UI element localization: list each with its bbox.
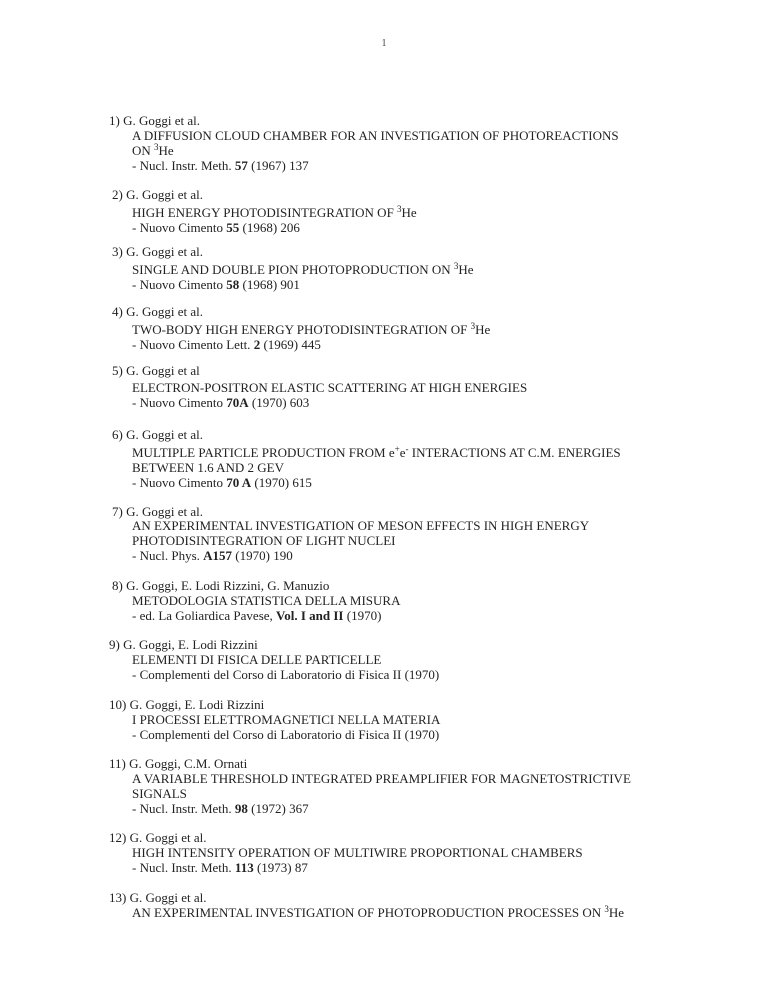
reference-journal: - Nucl. Instr. Meth. 98 (1972) 367 <box>132 801 309 816</box>
reference-author-line <box>112 427 203 442</box>
reference-number: 9) <box>109 637 120 652</box>
reference-journal: - ed. La Goliardica Pavese, Vol. I and II (1970) <box>132 608 382 623</box>
reference-journal: - Nucl. Instr. Meth. 113 (1973) 87 <box>132 860 308 875</box>
reference-authors: G. Goggi, E. Lodi Rizzini, G. Manuzio <box>126 578 330 593</box>
reference-number: 13) <box>109 890 127 905</box>
reference-title: ELECTRON-POSITRON ELASTIC SCATTERING AT HIGH ENERGIES <box>132 380 528 395</box>
reference-title: HIGH ENERGY PHOTODISINTEGRATION OF $^3$He <box>132 204 417 220</box>
reference-author-line <box>112 304 203 319</box>
reference-authors: G. Goggi et al <box>126 363 200 378</box>
reference-authors: G. Goggi et al. <box>126 304 203 319</box>
reference-title-continued: ON $^3$He <box>132 142 174 158</box>
reference-author-line <box>109 756 247 771</box>
reference-journal: - Nuovo Cimento 70A (1970) 603 <box>132 395 310 410</box>
reference-number: 11) <box>109 756 126 771</box>
reference-title-continued: PHOTODISINTEGRATION OF LIGHT NUCLEI <box>132 533 396 548</box>
reference-title-continued: BETWEEN 1.6 AND 2 GEV <box>132 460 285 475</box>
reference-title: A VARIABLE THRESHOLD INTEGRATED PREAMPLIFIER FOR MAGNETOSTRICTIVE <box>132 771 631 786</box>
page-number: 1 <box>381 38 387 49</box>
reference-number: 7) <box>112 504 123 519</box>
reference-author-line <box>109 830 207 845</box>
reference-author-line <box>109 890 207 905</box>
reference-number: 3) <box>112 244 123 259</box>
reference-author-line <box>112 187 203 202</box>
reference-number: 12) <box>109 830 127 845</box>
reference-journal: - Nuovo Cimento 58 (1968) 901 <box>132 277 300 292</box>
reference-author-line <box>112 504 203 519</box>
reference-author-line <box>112 244 203 259</box>
reference-number: 8) <box>112 578 123 593</box>
reference-title: HIGH INTENSITY OPERATION OF MULTIWIRE PROPORTIONAL CHAMBERS <box>132 845 583 860</box>
reference-journal: - Nuovo Cimento 55 (1968) 206 <box>132 220 300 235</box>
reference-number: 6) <box>112 427 123 442</box>
reference-title: METODOLOGIA STATISTICA DELLA MISURA <box>132 593 401 608</box>
reference-authors: G. Goggi et al. <box>126 504 203 519</box>
reference-number: 4) <box>112 304 123 319</box>
reference-authors: G. Goggi, C.M. Ornati <box>129 756 248 771</box>
reference-authors: G. Goggi et al. <box>126 187 203 202</box>
reference-author-line <box>112 578 329 593</box>
reference-title: AN EXPERIMENTAL INVESTIGATION OF PHOTOPRODUCTION PROCESSES ON $^3$He <box>132 904 625 920</box>
reference-title: I PROCESSI ELETTROMAGNETICI NELLA MATERIA <box>132 712 441 727</box>
reference-authors: G. Goggi, E. Lodi Rizzini <box>123 637 258 652</box>
reference-author-line <box>109 637 258 652</box>
reference-author-line <box>112 363 200 378</box>
reference-author-line <box>109 697 264 712</box>
reference-journal: - Nuovo Cimento Lett. 2 (1969) 445 <box>132 337 321 352</box>
reference-number: 5) <box>112 363 123 378</box>
reference-journal: - Complementi del Corso di Laboratorio di Fisica II (1970) <box>132 727 440 742</box>
reference-title: ELEMENTI DI FISICA DELLE PARTICELLE <box>132 652 382 667</box>
reference-title: AN EXPERIMENTAL INVESTIGATION OF MESON EFFECTS IN HIGH ENERGY <box>132 518 590 533</box>
reference-title: MULTIPLE PARTICLE PRODUCTION FROM e+e- INTERACTIONS AT C.M. ENERGIES <box>132 444 621 460</box>
reference-authors: G. Goggi et al. <box>126 427 203 442</box>
reference-title-continued: SIGNALS <box>132 786 187 801</box>
reference-title: A DIFFUSION CLOUD CHAMBER FOR AN INVESTIGATION OF PHOTOREACTIONS <box>132 128 619 143</box>
reference-author-line <box>109 113 200 128</box>
reference-journal: - Nuovo Cimento 70 A (1970) 615 <box>132 475 312 490</box>
reference-journal: - Nucl. Phys. A157 (1970) 190 <box>132 548 293 563</box>
reference-number: 1) <box>109 113 120 128</box>
reference-journal: - Complementi del Corso di Laboratorio di Fisica II (1970) <box>132 667 440 682</box>
reference-title: SINGLE AND DOUBLE PION PHOTOPRODUCTION ON $^3$He <box>132 261 474 277</box>
reference-authors: G. Goggi et al. <box>129 890 207 905</box>
reference-number: 2) <box>112 187 123 202</box>
reference-title: TWO-BODY HIGH ENERGY PHOTODISINTEGRATION OF $^3$He <box>132 321 491 337</box>
reference-number: 10) <box>109 697 127 712</box>
reference-authors: G. Goggi, E. Lodi Rizzini <box>129 697 265 712</box>
reference-journal: - Nucl. Instr. Meth. 57 (1967) 137 <box>132 158 309 173</box>
reference-authors: G. Goggi et al. <box>126 244 203 259</box>
reference-authors: G. Goggi et al. <box>123 113 200 128</box>
reference-authors: G. Goggi et al. <box>129 830 207 845</box>
ee-symbol: e+e- <box>388 444 409 460</box>
